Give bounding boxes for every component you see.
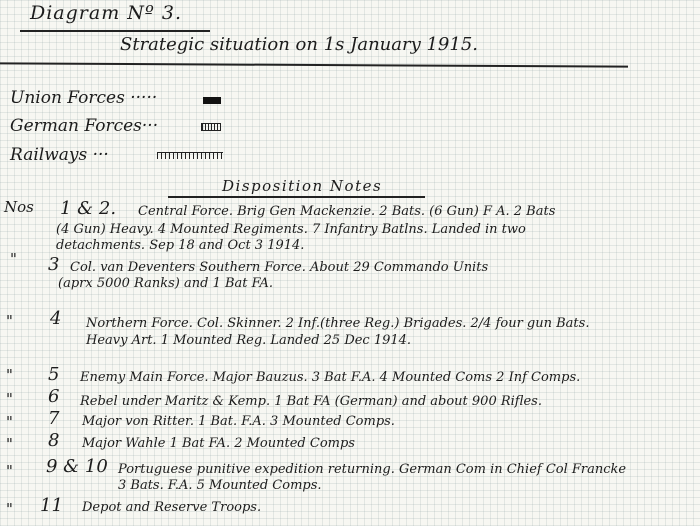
- title-underline: [20, 30, 210, 32]
- diagram-subtitle: Strategic situation on 1s January 1915.: [120, 34, 479, 55]
- entry-line: Major Wahle 1 Bat FA. 2 Mounted Comps: [82, 436, 355, 451]
- disposition-notes-title: Disposition Notes: [222, 177, 383, 195]
- ditto-mark: ": [6, 366, 13, 384]
- ditto-mark: ": [6, 390, 13, 408]
- entry-number: 9 & 10: [46, 456, 108, 477]
- entry-line: (4 Gun) Heavy. 4 Mounted Regiments. 7 Infantry Batlns. Landed in two: [56, 222, 526, 237]
- entry-number: 3: [48, 254, 60, 275]
- legend-german-label: German Forces···: [10, 116, 159, 136]
- ditto-mark: ": [6, 435, 13, 453]
- union-forces-symbol: [203, 97, 221, 104]
- ditto-mark: ": [6, 462, 13, 480]
- entry-number: 5: [48, 364, 60, 385]
- entry-number: 7: [48, 408, 60, 429]
- entry-number: 8: [48, 430, 60, 451]
- entry-line: 3 Bats. F.A. 5 Mounted Comps.: [118, 478, 322, 493]
- ditto-mark: ": [6, 500, 13, 518]
- nos-label: Nos: [4, 198, 34, 216]
- entry-line: (aprx 5000 Ranks) and 1 Bat FA.: [58, 276, 274, 291]
- entry-line: Central Force. Brig Gen Mackenzie. 2 Bats. (6 Gun) F A. 2 Bats: [138, 204, 556, 219]
- ditto-mark: ": [6, 413, 13, 431]
- legend-union-label: Union Forces ·····: [10, 88, 158, 108]
- ditto-mark: ": [10, 250, 17, 268]
- entry-line: Rebel under Maritz & Kemp. 1 Bat FA (German) and about 900 Rifles.: [80, 394, 542, 409]
- entry-number: 4: [50, 308, 62, 329]
- railway-symbol: [157, 152, 223, 159]
- entry-line: Northern Force. Col. Skinner. 2 Inf.(three Reg.) Brigades. 2/4 four gun Bats.: [86, 316, 590, 331]
- entry-number: 1 & 2.: [60, 198, 117, 219]
- diagram-title: Diagram Nº 3.: [30, 2, 182, 24]
- german-forces-symbol: [201, 123, 221, 131]
- entry-number: 6: [48, 386, 60, 407]
- entry-line: Heavy Art. 1 Mounted Reg. Landed 25 Dec 1914.: [86, 333, 412, 348]
- ditto-mark: ": [6, 312, 13, 330]
- entry-line: Depot and Reserve Troops.: [82, 500, 262, 515]
- disposition-notes-underline: [168, 196, 425, 198]
- entry-line: detachments. Sep 18 and Oct 3 1914.: [56, 238, 305, 253]
- entry-line: Major von Ritter. 1 Bat. F.A. 3 Mounted Comps.: [82, 414, 395, 429]
- entry-line: Enemy Main Force. Major Bauzus. 3 Bat F.A. 4 Mounted Coms 2 Inf Comps.: [80, 370, 581, 385]
- entry-line: Portuguese punitive expedition returning. German Com in Chief Col Francke: [118, 462, 627, 477]
- legend-railways-label: Railways ···: [10, 145, 109, 165]
- entry-line: Col. van Deventers Southern Force. About 29 Commando Units: [70, 260, 489, 275]
- subtitle-underline: [0, 62, 628, 67]
- entry-number: 11: [40, 495, 63, 516]
